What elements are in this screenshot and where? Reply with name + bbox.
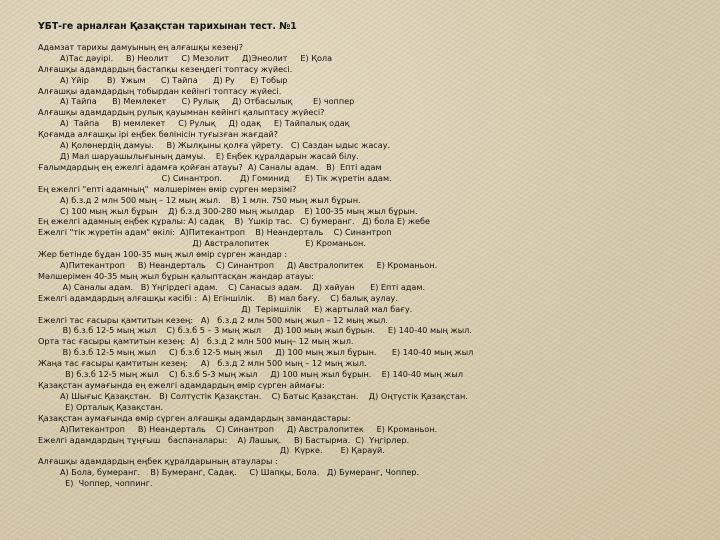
question-text: Жер бетінде бұдан 100-35 мың жыл өмір сүрген жандар : xyxy=(38,249,288,260)
answer-options: Е) Чоппер, чоппинг. xyxy=(60,478,153,489)
answer-options: А) Қолөнердің дамуы. В) Жылқыны қолға үйрету. С) Саздан ыдыс жасау. xyxy=(60,140,391,151)
question-text: Алғашқы адамдардың еңбек құралдарының атаулары : xyxy=(38,456,278,467)
question-text: Алғашқы адамдардың рулық қауымнан кейінгі қалыптасу жүйесі? xyxy=(38,107,325,118)
question-text: Алғашқы адамдардың тобырдан кейінгі топтасу жүйесі. xyxy=(38,85,282,96)
answer-options: А) Бола, бумеранг. В) Бумеранг, Садақ. С) Шапқы, Бола. Д) Бумеранг, Чоппер. xyxy=(60,467,420,478)
question-text: Ежелгі адамдардың алғашқы кәсібі : А) Егіншілік. В) мал бағу. С) балық аулау. xyxy=(38,292,398,303)
question-text: Ең ежелгі адамның еңбек құралы: А) садақ В) Үшкір тас. С) бумеранг. Д) бола Е) жебе xyxy=(38,216,431,227)
answer-options: А) Шығыс Қазақстан. В) Солтүстік Қазақстан. С) Батыс Қазақстан. Д) Оңтүстік Қазақстан. xyxy=(60,390,468,401)
question-text: Ежелгі адамдардың тұңғыш баспаналары: А) Лашық. В) Бастырма. С) Үңгірлер. xyxy=(38,434,410,445)
test-document xyxy=(38,22,718,489)
question-text: Д) Австралопитек Е) Кроманьон. xyxy=(38,238,366,249)
question-text: Қоғамда алғашқы ірі еңбек бөлінісін туғызған жағдай? xyxy=(38,129,278,140)
question-text: С) Синантроп. Д) Гоминид Е) Тік жүретін адам. xyxy=(38,172,392,183)
answer-options: А) Саналы адам. В) Үңгірдегі адам. С) Санасыз адам. Д) хайуан Е) Епті адам. xyxy=(60,281,426,292)
answer-options: А) Тайпа В) мемлекет С) Рулық Д) одақ Е) Тайпалық одақ xyxy=(60,118,350,129)
answer-options: А)Тас дәуірі. В) Неолит С) Мезолит Д)Энеолит Е) Қола xyxy=(60,52,333,63)
answer-options: Д) Мал шаруашылығының дамуы. Е) Еңбек құралдарын жасай білу. xyxy=(60,150,359,161)
answer-options: А)Питекантроп В) Неандерталь С) Синантроп Д) Австралопитек Е) Кроманьон. xyxy=(60,260,438,271)
question-text: Жаңа тас ғасыры қамтитын кезең: А) б.з.д 2 млн 500 мың – 12 мың жыл. xyxy=(38,358,367,369)
document-title: ҰБТ-ге арналған Қазақстан тарихынан тест. №1 xyxy=(38,21,297,32)
question-text: Ежелгі тас ғасыры қамтитын кезең: А) б.з.д 2 млн 500 мың жыл – 12 мың жыл. xyxy=(38,314,388,325)
answer-options: А) Тайпа В) Мемлекет С) Рулық Д) Отбасылық Е) чоппер xyxy=(60,96,355,107)
answer-options: А) Үйір В) Ұжым С) Тайпа Д) Ру Е) Тобыр xyxy=(60,74,288,85)
question-text: Мәлшерімен 40-35 мың жыл бұрын қалыптасқан жандар атауы: xyxy=(38,270,314,281)
answer-options: В) б.з.б 12-5 мың жыл С) б.з.б 5-3 мың жыл Д) 100 мың жыл бұрын. Е) 140-40 мың жыл xyxy=(60,369,463,380)
answer-options: С) 100 мың жыл бұрын Д) б.з.д 300-280 мың жылдар Е) 100-35 мың жыл бұрын. xyxy=(60,205,418,216)
answer-options: А)Питекантроп В) Неандерталь С) Синантроп Д) Австралопитек Е) Кроманьон. xyxy=(60,423,438,434)
question-text: Алғашқы адамдардың бастапқы кезеңдегі топтасу жүйесі. xyxy=(38,63,293,74)
answer-options: В) б.з.б 12-5 мың жыл С) б.з.б 5 – 3 мың жыл Д) 100 мың жыл бұрын. Е) 140-40 мың жыл. xyxy=(60,325,472,336)
question-text: Қазақстан аумағында өмір сүрген алғашқы адамдардың замандастары: xyxy=(38,412,351,423)
answer-options: В) б.з.б 12-5 мың жыл С) б.з.б 12-5 мың жыл Д) 100 мың жыл бұрын. Е) 140-40 мың жыл xyxy=(60,347,474,358)
question-text: Ең ежелгі "епті адамның" мәлшерімен өмір сүрген мерзімі? xyxy=(38,183,297,194)
question-text: Ғалымдардың ең ежелгі адамға қойған атауы? А) Саналы адам. В) Епті адам xyxy=(38,161,382,172)
answer-options: А) б.з.д 2 млн 500 мың – 12 мың жыл. В) 1 млн. 750 мың жыл бұрын. xyxy=(60,194,361,205)
question-text: Д) Терімшілік Е) жартылай мал бағу. xyxy=(38,303,413,314)
answer-options: Е) Орталық Қазақстан. xyxy=(60,401,164,412)
question-text: Қазақстан аумағында ең ежелгі адамдардың өмір сүрген аймағы: xyxy=(38,380,325,390)
question-text: Адамзат тарихы дамуының ең алғашқы кезеңі? xyxy=(38,41,244,52)
question-text: Д) Күрке. Е) Қарауй. xyxy=(38,445,385,456)
question-text: Орта тас ғасыры қамтитын кезең: А) б.з.д 2 млн 500 мың– 12 мың жыл. xyxy=(38,336,354,347)
question-list xyxy=(38,42,718,489)
question-text: Ежелгі "тік жүретін адам" өкілі: А)Питекантроп В) Неандерталь С) Синантроп xyxy=(38,227,392,238)
